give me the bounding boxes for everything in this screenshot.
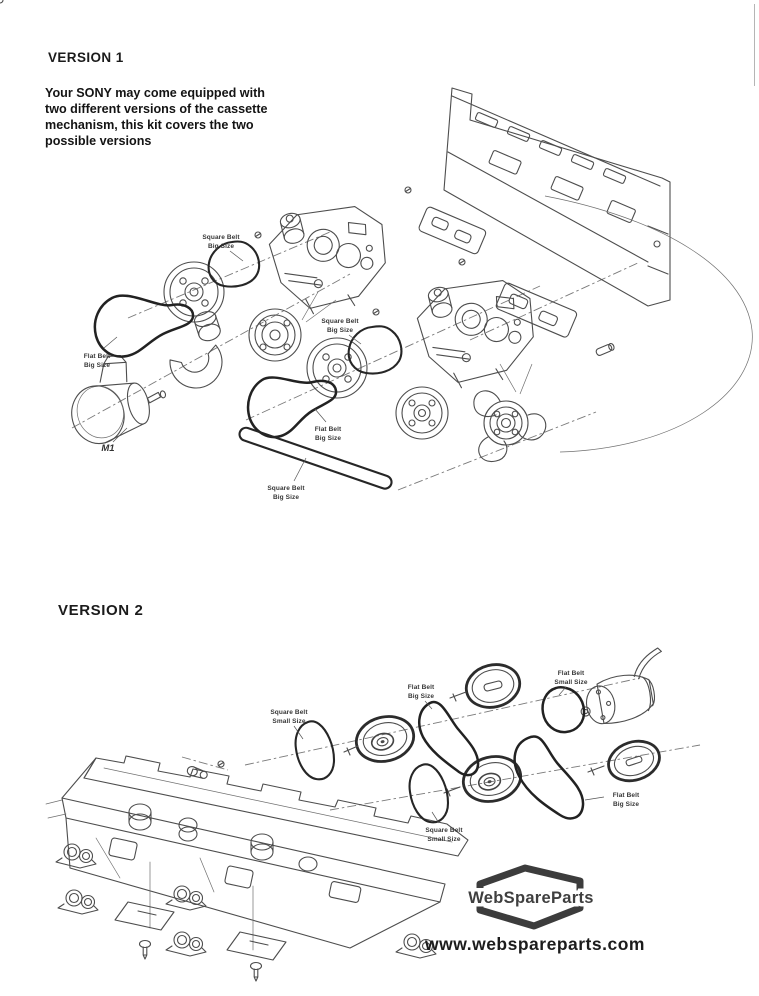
head-mechanism-block-1 — [263, 192, 399, 321]
flat-belt-big-1 — [95, 296, 193, 357]
svg-text:Big Size: Big Size — [326, 327, 354, 334]
svg-text:Big Size: Big Size — [83, 362, 111, 369]
mount-screw — [140, 941, 151, 960]
motor-v2 — [573, 648, 673, 729]
shoulder-screw — [186, 765, 208, 780]
screw-cylinder — [595, 343, 615, 357]
intro-line: mechanism, this kit covers the two — [45, 118, 254, 132]
svg-text:Big Size: Big Size — [407, 693, 435, 700]
pinch-roller — [56, 844, 96, 868]
screw — [373, 309, 379, 315]
label-flat-belt-big-a — [408, 684, 435, 709]
square-belt-big-2 — [349, 326, 402, 373]
pulley-shafts — [344, 692, 604, 796]
svg-text:Square Belt: Square Belt — [267, 485, 305, 492]
svg-text:Square Belt: Square Belt — [202, 234, 240, 241]
winged-rotor — [474, 391, 546, 462]
svg-text:Small Size: Small Size — [554, 679, 588, 686]
svg-text:Flat Belt: Flat Belt — [83, 353, 111, 360]
webspareparts-logo — [424, 868, 645, 954]
svg-text:Square Belt: Square Belt — [425, 827, 463, 834]
intro-line: two different versions of the cassette — [45, 102, 268, 116]
assembly-axis-lines — [72, 232, 640, 490]
website-url: www.webspareparts.com — [425, 934, 645, 954]
flywheel-4 — [396, 387, 448, 439]
square-belt-small-2 — [410, 764, 448, 822]
version1-heading: VERSION 1 — [48, 50, 124, 65]
svg-text:Big Size: Big Size — [272, 494, 300, 501]
svg-text:Small Size: Small Size — [427, 836, 461, 843]
intro-line: possible versions — [45, 134, 152, 148]
motor-m1 — [60, 345, 174, 449]
svg-text:Flat Belt: Flat Belt — [557, 670, 585, 677]
pinch-roller — [166, 932, 206, 956]
screw — [459, 259, 465, 265]
svg-text:Flat Belt: Flat Belt — [612, 792, 640, 799]
chassis-deck — [46, 756, 468, 950]
bracket-plate-2 — [495, 282, 578, 338]
label-square-belt-small-a — [270, 709, 308, 739]
brand-name: WebSpareParts — [468, 889, 594, 907]
label-flat-belt-big-b — [315, 409, 342, 442]
screw — [218, 761, 224, 767]
svg-text:Big Size: Big Size — [314, 435, 342, 442]
label-flat-belt-small — [554, 670, 587, 695]
svg-text:Flat Belt: Flat Belt — [314, 426, 342, 433]
svg-text:Big Size: Big Size — [612, 801, 640, 808]
intro-line: Your SONY may come equipped with — [45, 86, 265, 100]
svg-text:Square Belt: Square Belt — [270, 709, 308, 716]
diagram-version2 — [46, 648, 700, 981]
mount-pad — [115, 902, 174, 930]
flat-pulley-top — [462, 659, 525, 713]
bracket-plate-1 — [418, 206, 487, 255]
label-motor-m1 — [101, 428, 127, 454]
pinch-roller — [58, 890, 98, 914]
pointer-lines — [500, 364, 532, 394]
mount-screw — [251, 963, 262, 982]
svg-text:Square Belt: Square Belt — [321, 318, 359, 325]
rear-chassis-panel — [0, 0, 670, 306]
flywheel-3 — [307, 338, 367, 398]
mount-pad — [227, 932, 286, 960]
label-flat-belt-big-b — [585, 792, 640, 808]
svg-text:Small Size: Small Size — [272, 718, 306, 725]
svg-text:Big Size: Big Size — [207, 243, 235, 250]
diagram-version1 — [0, 0, 752, 501]
label-square-belt-big-c — [267, 458, 306, 501]
flat-belt-small — [543, 687, 585, 732]
pinch-roller — [166, 886, 206, 910]
housing-outline-curve — [545, 196, 752, 452]
version2-heading: VERSION 2 — [58, 602, 144, 619]
flywheel-2 — [249, 309, 301, 361]
svg-text:M1: M1 — [101, 443, 115, 454]
svg-text:Flat Belt: Flat Belt — [407, 684, 435, 691]
label-flat-belt-big-a — [84, 337, 117, 369]
screw — [255, 232, 261, 238]
screw — [405, 187, 411, 193]
label-square-belt-big-a — [202, 234, 243, 261]
flat-pulley-right — [603, 735, 664, 787]
square-belt-small-1 — [296, 721, 334, 779]
flat-belt-big-v2-2 — [515, 737, 583, 819]
